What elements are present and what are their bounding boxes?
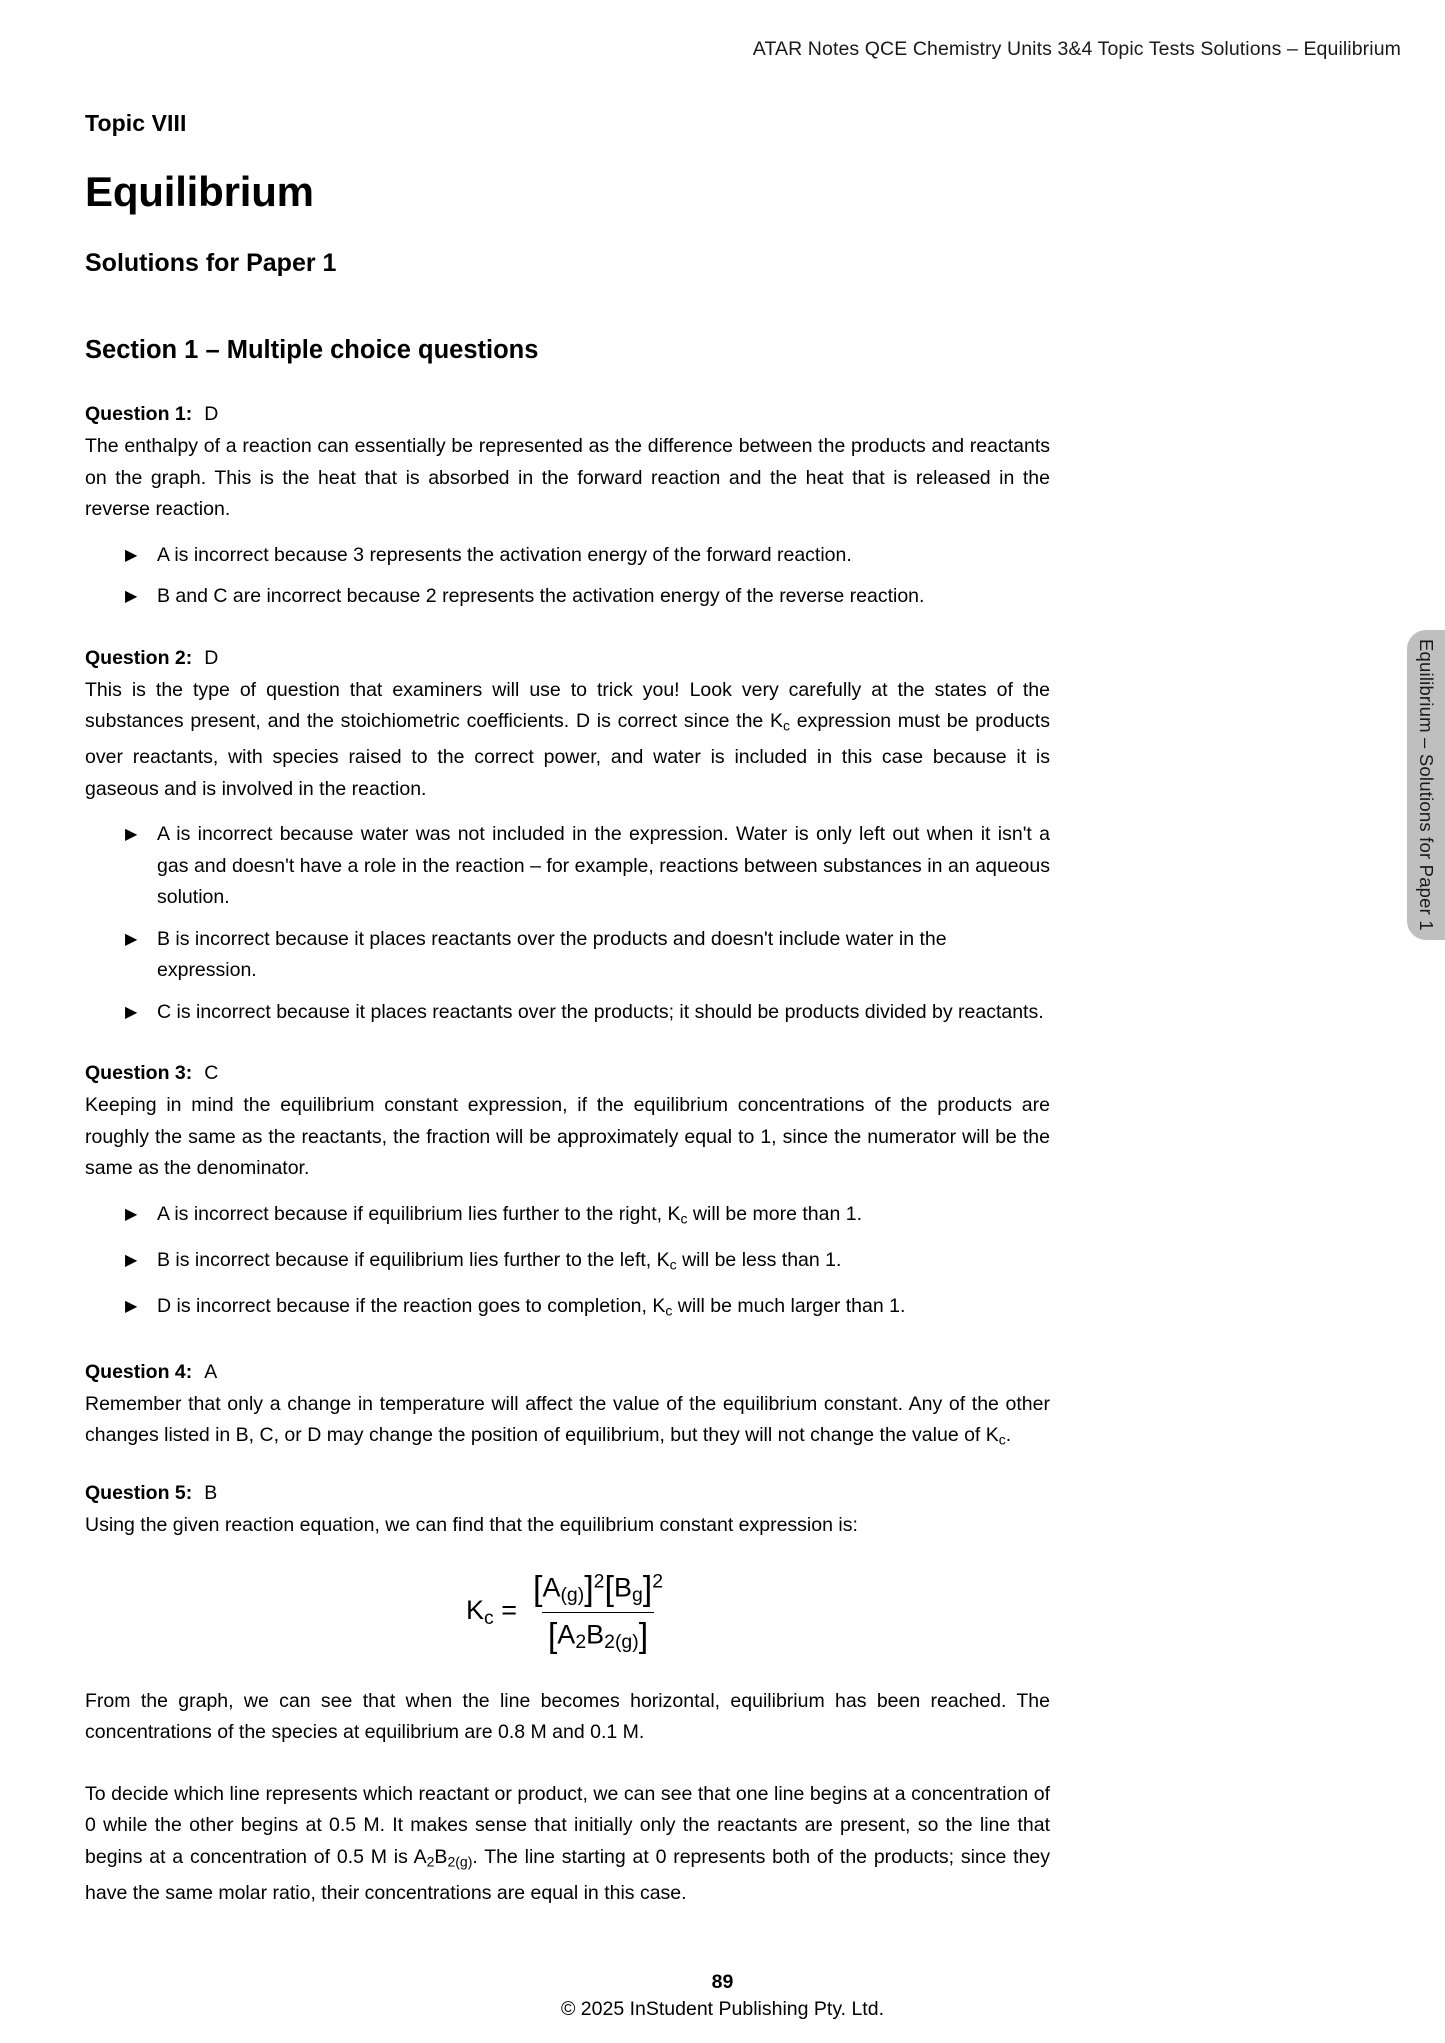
denominator-b-count: 2(g) — [604, 1630, 639, 1653]
formula-equals: = — [501, 1595, 517, 1626]
question-4-answer: A — [204, 1360, 218, 1383]
question-5-intro: Using the given reaction equation, we can find that the equilibrium constant expression is: — [85, 1514, 858, 1536]
section-heading: Section 1 – Multiple choice questions — [85, 336, 539, 364]
bracket-open-icon: [ — [547, 1616, 558, 1655]
formula-k: K — [465, 1595, 484, 1626]
question-1-label: Question 1: — [85, 403, 193, 425]
bracket-open-icon: [ — [604, 1569, 614, 1608]
side-tab-label: Equilibrium – Solutions for Paper 1 — [1416, 639, 1437, 931]
question-1-head — [85, 403, 1050, 426]
question-4-label: Question 4: — [85, 1360, 193, 1383]
question-5-final-paragraph — [85, 1779, 1050, 1910]
question-4-text-post: . — [1005, 1424, 1012, 1446]
triangle-bullet-icon: ▶ — [125, 930, 138, 948]
list-item-text: B is incorrect because it places reactants over the products and doesn't include water in the expression. — [157, 927, 947, 981]
question-3-head — [85, 1062, 1050, 1085]
side-tab-equilibrium — [1407, 630, 1445, 940]
final-text-pre: To decide which line represents which reactant or product, we can see that one line begins at a concentration of 0 while the other begins at 0.5 M. It makes sense that initially only the reactants are present, so the line that begins at a concentration of 0.5 M is A — [85, 1782, 1050, 1868]
final-text-post: . The line starting at 0 represents both of the products; since they have the same molar ratio, their concentrations are equal in this case. — [85, 1845, 1050, 1904]
question-block-3 — [85, 1062, 1050, 1327]
list-item — [123, 1291, 1050, 1327]
list-item-text-pre: B is incorrect because if equilibrium lies further to the left, K — [157, 1248, 670, 1271]
triangle-bullet-icon: ▶ — [125, 588, 138, 605]
list-item-text-post: will be less than 1. — [676, 1248, 842, 1271]
list-item-text-post: will be much larger than 1. — [672, 1294, 906, 1317]
bracket-open-icon: [ — [532, 1569, 543, 1608]
bracket-close-icon: ] — [642, 1569, 653, 1608]
list-item-text-pre: A is incorrect because if equilibrium lies further to the right, K — [157, 1202, 681, 1225]
formula-numerator — [527, 1570, 669, 1612]
triangle-bullet-icon: ▶ — [125, 1297, 138, 1315]
triangle-bullet-icon: ▶ — [125, 1251, 138, 1269]
final-subscript-1: 2 — [426, 1853, 435, 1869]
paper-subtitle: Solutions for Paper 1 — [85, 249, 337, 277]
page-title: Equilibrium — [85, 168, 314, 215]
list-item — [123, 924, 1050, 987]
question-block-1 — [85, 403, 1050, 613]
question-1-answer: D — [204, 403, 219, 425]
question-block-2 — [85, 647, 1050, 1029]
numerator-species-b: B — [613, 1571, 632, 1602]
list-item-text-post: will be more than 1. — [687, 1202, 863, 1225]
kc-formula — [85, 1570, 1050, 1656]
question-block-4 — [85, 1361, 1050, 1457]
list-item-text: C is incorrect because it places reactants over the products; it should be products divided by reactants. — [157, 1000, 1044, 1023]
list-item — [123, 997, 1050, 1029]
question-3-label: Question 3: — [85, 1062, 193, 1084]
question-2-answer: D — [204, 646, 219, 669]
page-footer — [0, 1971, 1445, 2021]
formula-fraction — [527, 1570, 669, 1656]
question-2-head — [85, 647, 1050, 670]
denominator-species-b: B — [586, 1618, 605, 1649]
copyright-notice: © 2025 InStudent Publishing Pty. Ltd. — [561, 1998, 884, 2020]
topic-label: Topic VIII — [85, 110, 187, 136]
denominator-a-count: 2 — [575, 1630, 587, 1653]
question-1-explanation: The enthalpy of a reaction can essentially be represented as the difference between the products and reactants on the graph. This is the heat that is absorbed in the forward reaction and the heat that is released in the reverse reaction. — [85, 435, 1050, 520]
question-5-answer: B — [204, 1482, 218, 1504]
question-2-label: Question 2: — [85, 646, 193, 669]
triangle-bullet-icon: ▶ — [125, 546, 138, 564]
bracket-close-icon: ] — [638, 1616, 649, 1655]
page-content — [85, 110, 1050, 1943]
list-item — [123, 540, 1050, 572]
kc-subscript: c — [669, 1256, 677, 1272]
list-item-text: A is incorrect because water was not included in the expression. Water is only left out when it isn't a gas and doesn't have a role in the reaction – for example, reactions between substances in an aqueous solution. — [157, 823, 1050, 908]
list-item — [123, 819, 1050, 914]
kc-subscript: c — [665, 1302, 673, 1318]
kc-subscript: c — [998, 1431, 1006, 1448]
list-item-text: B and C are incorrect because 2 represents the activation energy of the reverse reaction. — [157, 585, 925, 607]
denominator-species-a: A — [557, 1618, 576, 1649]
formula-k-subscript: c — [483, 1606, 494, 1629]
list-item-text: A is incorrect because 3 represents the activation energy of the forward reaction. — [157, 543, 852, 566]
numerator-a-state: (g) — [560, 1583, 585, 1606]
numerator-b-state: g — [631, 1583, 643, 1606]
bracket-close-icon: ] — [584, 1569, 594, 1608]
question-2-explanation — [85, 675, 1050, 806]
question-block-5 — [85, 1482, 1050, 1909]
question-1-bullets — [85, 540, 1050, 613]
triangle-bullet-icon: ▶ — [125, 826, 138, 843]
question-2-text-pre: This is the type of question that examiners will use to trick you! Look very carefully at the states of the substances present, and the stoichiometric coefficients. D is correct since the K — [85, 678, 1050, 732]
page-number: 89 — [711, 1971, 734, 1993]
numerator-b-exponent: 2 — [652, 1570, 664, 1593]
question-2-bullets — [85, 819, 1050, 1028]
question-5-head — [85, 1482, 1050, 1505]
question-4-head — [85, 1361, 1050, 1384]
kc-subscript: c — [680, 1210, 688, 1226]
list-item — [123, 1199, 1050, 1235]
question-3-answer: C — [204, 1062, 219, 1084]
question-3-bullets — [85, 1199, 1050, 1327]
question-5-label: Question 5: — [85, 1482, 193, 1504]
numerator-a-exponent: 2 — [593, 1570, 605, 1593]
list-item-text-pre: D is incorrect because if the reaction goes to completion, K — [157, 1294, 666, 1317]
question-4-text-pre: Remember that only a change in temperature will affect the value of the equilibrium constant. Any of the other changes listed in B, C, or D may change the position of equilibrium, but they will not change the value of K — [85, 1392, 1050, 1446]
running-header: ATAR Notes QCE Chemistry Units 3&4 Topic Tests Solutions – Equilibrium — [752, 38, 1401, 60]
formula-left-side — [466, 1595, 517, 1630]
question-2-text-post: expression must be products over reactants, with species raised to the correct power, and water is included in this case because it is gaseous and is involved in the reaction. — [85, 710, 1050, 800]
question-4-explanation — [85, 1389, 1050, 1457]
list-item — [123, 581, 1050, 613]
question-3-explanation: Keeping in mind the equilibrium constant expression, if the equilibrium concentrations of the products are roughly the same as the reactants, the fraction will be approximately equal to 1, since the numerator will be the same as the denominator. — [85, 1094, 1050, 1179]
kc-subscript: c — [783, 717, 791, 734]
question-5-graph-paragraph: From the graph, we can see that when the line becomes horizontal, equilibrium has been reached. The concentrations of the species at equilibrium are 0.8 M and 0.1 M. — [85, 1689, 1050, 1743]
formula-denominator — [542, 1612, 654, 1656]
triangle-bullet-icon: ▶ — [125, 1003, 138, 1021]
numerator-species-a: A — [542, 1571, 561, 1602]
final-subscript-2: 2(g) — [447, 1853, 473, 1869]
list-item — [123, 1245, 1050, 1281]
final-text-mid: B — [434, 1845, 448, 1868]
triangle-bullet-icon: ▶ — [125, 1205, 138, 1223]
